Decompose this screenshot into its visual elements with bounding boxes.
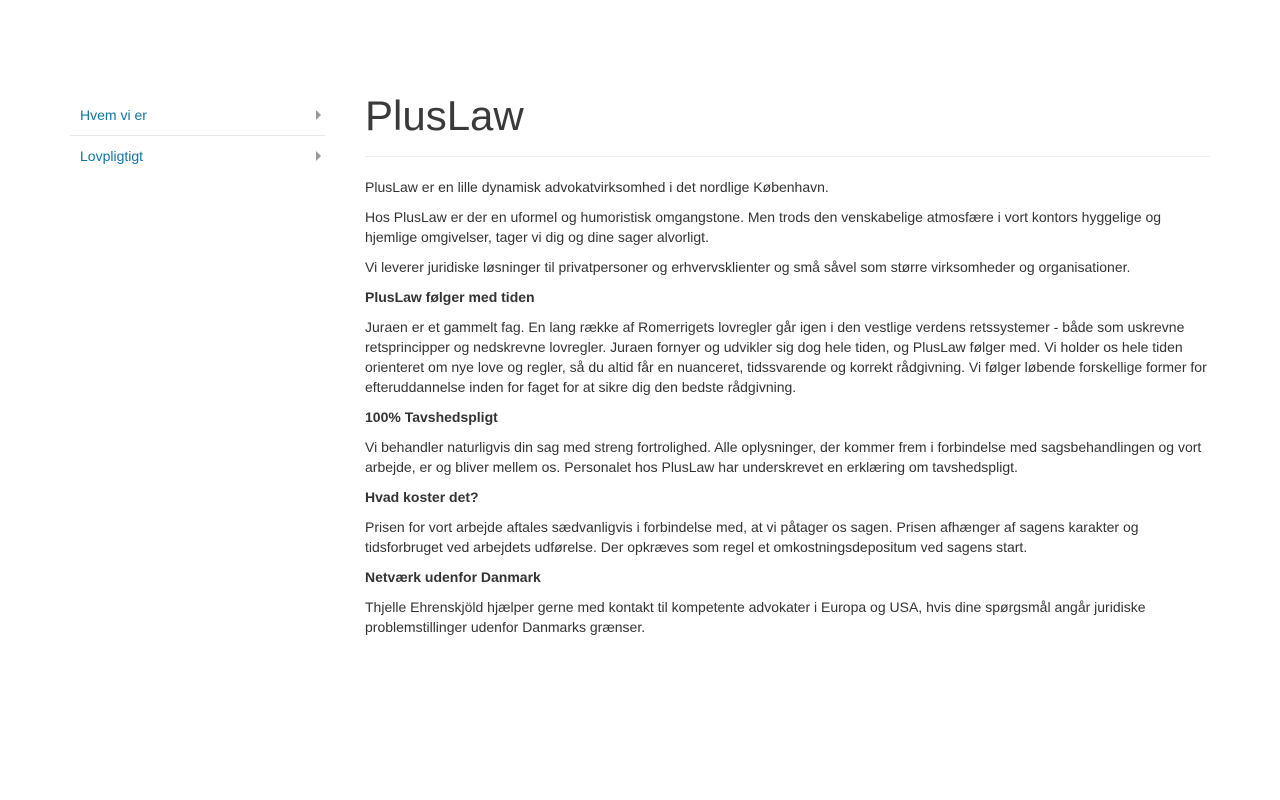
main-content [365, 88, 1210, 647]
caret-right-icon [316, 151, 321, 161]
caret-right-icon [316, 110, 321, 120]
section-heading: 100% Tavshedspligt [365, 409, 498, 425]
atmosphere-paragraph: Hos PlusLaw er der en uformel og humoristisk omgangstone. Men trods den venskabelige atmosfære i vort kontors hyggelige og hjemlige omgivelser, tager vi dig og dine sager alvorligt. [365, 209, 1162, 245]
network-paragraph: Thjelle Ehrenskjöld hjælper gerne med kontakt til kompetente advokater i Europa og USA, hvis dine spørgsmål angår juridiske problemstillinger udenfor Danmarks grænser. [365, 599, 1146, 635]
page-title: PlusLaw [365, 88, 1210, 157]
sidebar-nav [70, 95, 325, 176]
sidebar-item-lovpligtigt[interactable] [70, 135, 325, 176]
section-heading: PlusLaw følger med tiden [365, 289, 535, 305]
article-body [365, 177, 1210, 637]
pricing-paragraph: Prisen for vort arbejde aftales sædvanligvis i forbindelse med, at vi påtager os sagen. Prisen afhænger af sagens karakter og tidsforbruget ved arbejdets udførelse. Der opkræves som regel et omkostningsdepositum ved sagens start. [365, 519, 1139, 555]
section-heading: Netværk udenfor Danmark [365, 569, 541, 585]
section-heading: Hvad koster det? [365, 489, 479, 505]
intro-paragraph: PlusLaw er en lille dynamisk advokatvirksomhed i det nordlige København. [365, 179, 829, 195]
sidebar-item-label[interactable]: Hvem vi er [80, 107, 147, 123]
tradition-paragraph: Juraen er et gammelt fag. En lang række af Romerrigets lovregler går igen i den vestlige verdens retssystemer - både som uskrevne retsprincipper og nedskrevne lovregler. Juraen fornyer og udvikler sig dog hele tiden, og PlusLaw følger med. Vi holder os hele tiden orienteret om nye love og regler, så du altid får en nuanceret, tidssvarende og korrekt rådgivning. Vi følger løbende forskellige former for efteruddannelse inden for faget for at sikre dig den bedste rådgivning. [365, 319, 1207, 395]
confidentiality-paragraph: Vi behandler naturligvis din sag med streng fortrolighed. Alle oplysninger, der kommer frem i forbindelse med sagsbehandlingen og vort arbejde, er og bliver mellem os. Personalet hos PlusLaw har underskrevet en erklæring om tavshedspligt. [365, 439, 1202, 475]
sidebar-item-label[interactable]: Lovpligtigt [80, 148, 144, 164]
sidebar-item-hvem-vi-er[interactable] [70, 95, 325, 135]
services-paragraph: Vi leverer juridiske løsninger til privatpersoner og erhvervsklienter og små såvel som større virksomheder og organisationer. [365, 259, 1131, 275]
